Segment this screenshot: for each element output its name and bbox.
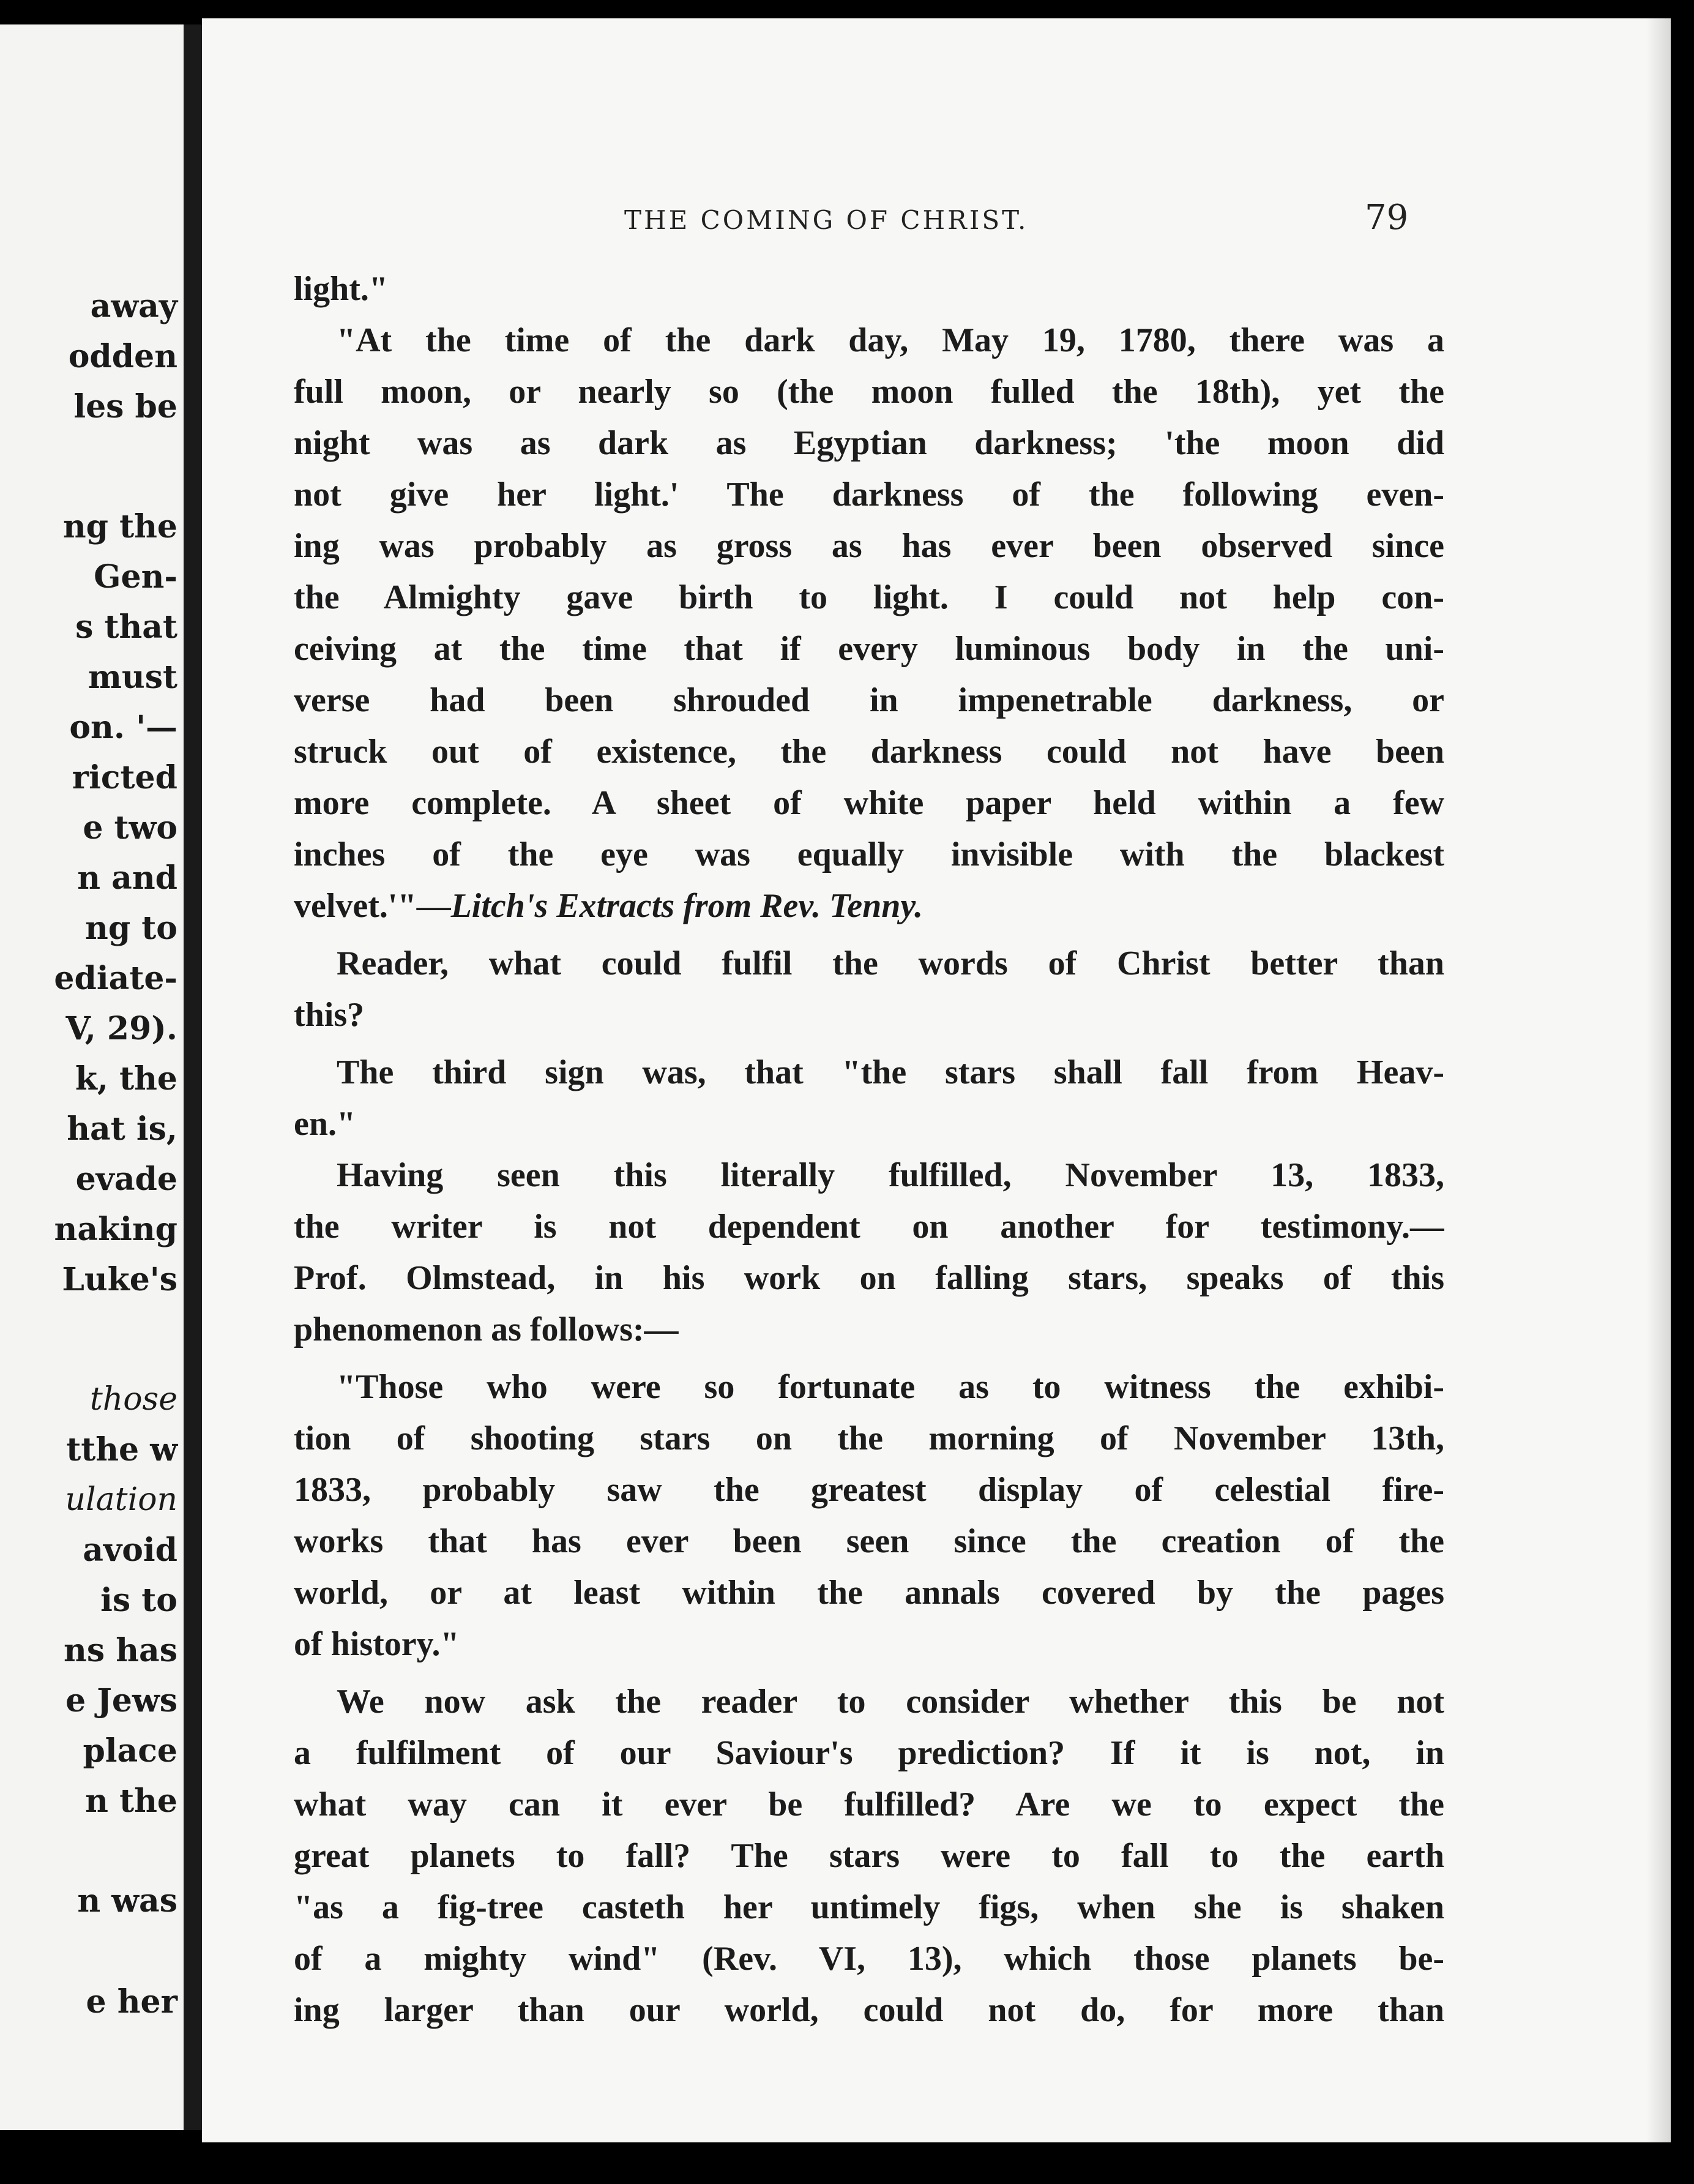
right-page: [202, 18, 1671, 2142]
left-page-fragment: ns has: [64, 1632, 177, 1669]
page-number: 79: [1365, 198, 1409, 237]
text-line: world, or at least within the annals covered by the pages: [294, 1574, 1444, 1612]
text-line: "as a fig-tree casteth her untimely figs, when she is shaken: [294, 1888, 1444, 1926]
citation: Litch's Extracts from Rev. Tenny.: [450, 887, 923, 925]
text-line-citation: [294, 880, 1444, 932]
body-text: [294, 263, 1444, 2036]
text-line: verse had been shrouded in impenetrable darkness, or: [294, 681, 1444, 719]
left-page-fragment: evade: [75, 1161, 177, 1198]
left-page-fragment: avoid: [83, 1531, 177, 1569]
left-page-fragment: place: [83, 1732, 177, 1770]
left-page-fragment: ricted: [72, 759, 177, 796]
text-line: night was as dark as Egyptian darkness; 'the moon did: [294, 424, 1444, 462]
left-page-fragment: away: [90, 288, 177, 325]
text-line: Reader, what could fulfil the words of Christ better than: [337, 944, 1444, 982]
left-page-fragment: e two: [83, 809, 177, 847]
text-line: en.": [294, 1105, 356, 1143]
page-edge-shadow: [1646, 18, 1671, 2142]
text-line: Having seen this literally fulfilled, November 13, 1833,: [337, 1156, 1444, 1194]
text-line: the writer is not dependent on another for testimony.—: [294, 1208, 1444, 1246]
left-page-fragment: those: [89, 1381, 177, 1418]
book-gutter: [184, 24, 202, 2130]
text-line: "At the time of the dark day, May 19, 1780, there was a: [337, 321, 1444, 359]
left-page-fragment: on. '—: [69, 709, 177, 746]
text-line: a fulfilment of our Saviour's prediction? If it is not, in: [294, 1734, 1444, 1772]
left-page-fragment: naking: [54, 1211, 177, 1248]
text-line: the Almighty gave birth to light. I could not help con-: [294, 578, 1444, 616]
text-line: not give her light.' The darkness of the following even-: [294, 476, 1444, 514]
text-line: We now ask the reader to consider whether this be not: [337, 1683, 1444, 1721]
left-page-fragment: odden: [68, 338, 177, 375]
left-page-fragment: V, 29).: [65, 1010, 177, 1047]
text-line: of a mighty wind" (Rev. VI, 13), which those planets be-: [294, 1940, 1444, 1978]
text-line: 1833, probably saw the greatest display of celestial fire-: [294, 1471, 1444, 1509]
text-line: The third sign was, that "the stars shall fall from Heav-: [337, 1053, 1444, 1091]
left-page-edge: [0, 24, 184, 2130]
text-line: ing larger than our world, could not do, for more than: [294, 1991, 1444, 2029]
left-page-fragment: ediate-: [54, 960, 177, 997]
left-page-fragment: must: [88, 659, 177, 696]
left-page-fragment: ulation: [65, 1481, 177, 1518]
left-page-fragment: Luke's: [62, 1261, 177, 1298]
left-page-fragment: les be: [73, 388, 177, 425]
text-line: ing was probably as gross as has ever been observed since: [294, 527, 1444, 565]
left-page-fragment: n and: [77, 859, 177, 897]
left-page-fragment: ng to: [85, 910, 177, 947]
text-line: Prof. Olmstead, in his work on falling stars, speaks of this: [294, 1259, 1444, 1297]
text-line: more complete. A sheet of white paper held within a few: [294, 784, 1444, 822]
text-line: full moon, or nearly so (the moon fulled the 18th), yet the: [294, 373, 1444, 411]
text-line: struck out of existence, the darkness could not have been: [294, 733, 1444, 771]
page-header: [202, 198, 1671, 254]
left-page-fragment: e her: [86, 1983, 177, 2021]
left-page-fragment: Gen-: [94, 558, 177, 596]
text-line: works that has ever been seen since the creation of the: [294, 1522, 1444, 1560]
text-line: great planets to fall? The stars were to fall to the earth: [294, 1837, 1444, 1875]
text-line: tion of shooting stars on the morning of November 13th,: [294, 1419, 1444, 1457]
text-line: "Those who were so fortunate as to witness the exhibi-: [337, 1368, 1444, 1406]
text-line: inches of the eye was equally invisible with the blackest: [294, 836, 1444, 873]
text-line: phenomenon as follows:—: [294, 1311, 679, 1348]
text-line: this?: [294, 996, 365, 1034]
left-page-fragment: k, the: [75, 1060, 177, 1098]
text-line: what way can it ever be fulfilled? Are we to expect the: [294, 1786, 1444, 1823]
left-page-fragment: ng the: [62, 508, 177, 545]
left-page-fragment: is to: [100, 1582, 177, 1619]
left-page-fragment: n the: [85, 1782, 177, 1820]
text-line: light.": [294, 270, 388, 308]
text-line: of history.": [294, 1625, 460, 1663]
left-page-fragment: hat is,: [67, 1110, 177, 1148]
running-head: THE COMING OF CHRIST.: [624, 205, 1029, 235]
text-line: ceiving at the time that if every luminous body in the uni-: [294, 630, 1444, 668]
left-page-fragment: tthe w: [66, 1431, 177, 1468]
left-page-fragment: e Jews: [65, 1682, 177, 1719]
left-page-fragment: s that: [75, 608, 177, 646]
left-page-fragment: n was: [77, 1882, 177, 1920]
quote-close: velvet.'"—: [294, 887, 451, 925]
